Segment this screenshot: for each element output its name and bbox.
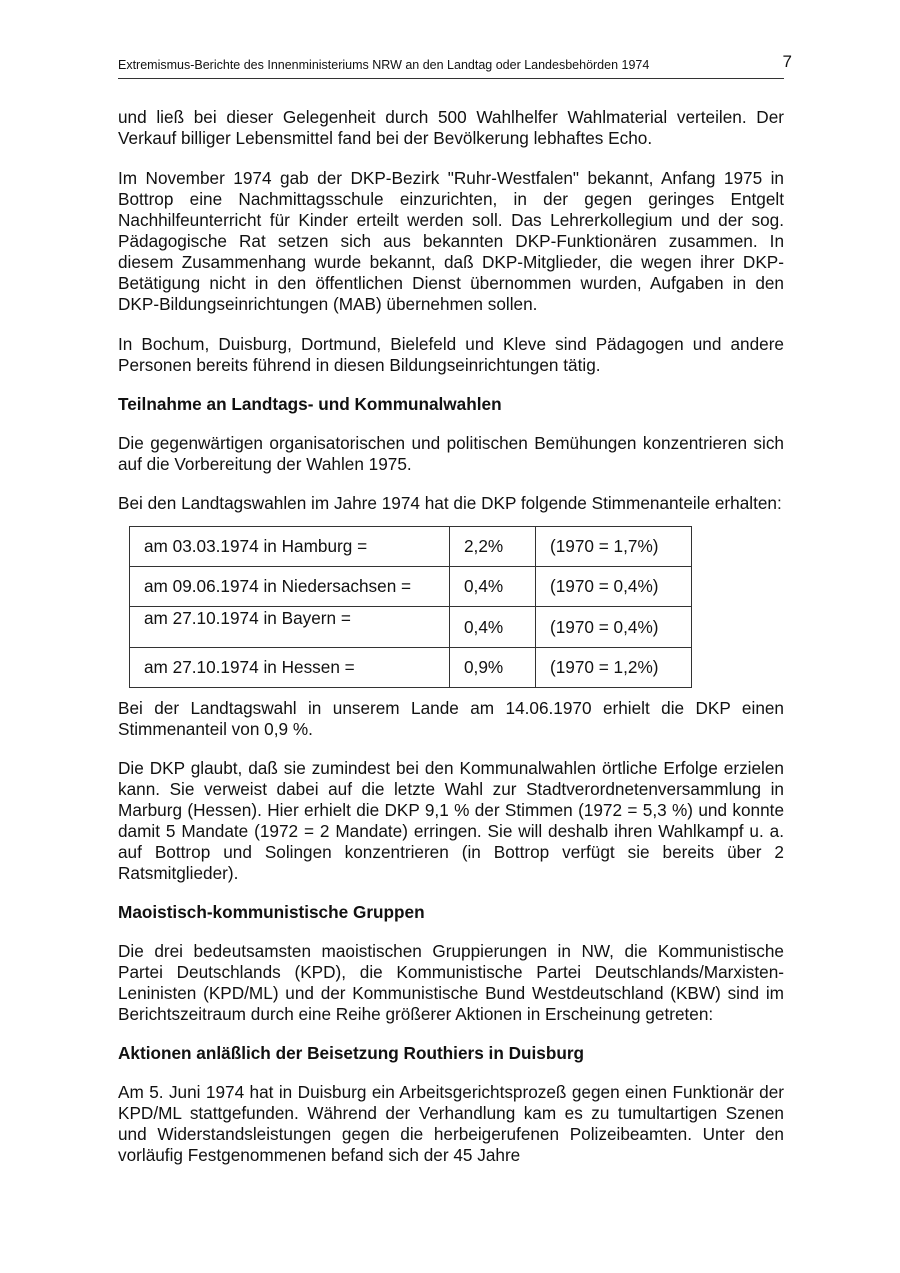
table-cell-compare: (1970 = 0,4%) (536, 607, 692, 648)
election-results-table (129, 526, 692, 688)
table-cell-label: am 27.10.1974 in Hessen = (130, 648, 450, 688)
section-heading: Maoistisch-kommunistische Gruppen (118, 902, 425, 922)
paragraph: Am 5. Juni 1974 hat in Duisburg ein Arbeitsgerichtsprozeß gegen einen Funktionär der KPD/ML stattgefunden. Während der Verhandlung kam es zu tumultartigen Szenen und Widerstandsleistungen gegen die herbeigerufenen Polizeibeamten. Unter den vorläufig Festgenommenen befand sich der 45 Jahre (118, 1082, 784, 1165)
table-cell-compare: (1970 = 1,2%) (536, 648, 692, 688)
table-cell-compare: (1970 = 1,7%) (536, 527, 692, 567)
table-cell-label: am 03.03.1974 in Hamburg = (130, 527, 450, 567)
paragraph: In Bochum, Duisburg, Dortmund, Bielefeld und Kleve sind Pädagogen und andere Personen bereits führend in diesen Bildungseinrichtungen tätig. (118, 334, 784, 375)
table-cell-label: am 27.10.1974 in Bayern = (130, 607, 450, 648)
page-header (118, 52, 792, 79)
table-cell-compare: (1970 = 0,4%) (536, 567, 692, 607)
table-row (130, 527, 692, 567)
paragraph: Im November 1974 gab der DKP-Bezirk "Ruhr-Westfalen" bekannt, Anfang 1975 in Bottrop eine Nachmittagsschule einzurichten, in der gegen geringes Entgelt Nachhilfeunterricht für Kinder erteilt werden soll. Das Lehrerkollegium und der sog. Pädagogische Rat setzen sich aus bekannten DKP-Funktionären zusammen. In diesem Zusammenhang wurde bekannt, daß DKP-Mitglieder, die wegen ihrer DKP-Betätigung nicht in den öffentlichen Dienst übernommen wurden, Aufgaben in den DKP-Bildungseinrichtungen (MAB) übernehmen sollen. (118, 168, 784, 314)
page-number: 7 (782, 52, 792, 71)
paragraph: Die DKP glaubt, daß sie zumindest bei den Kommunalwahlen örtliche Erfolge erzielen kann. Sie verweist dabei auf die letzte Wahl zur Stadtverordnetenversammlung in Marburg (Hessen). Hier erhielt die DKP 9,1 % der Stimmen (1972 = 5,3 %) und konnte damit 5 Mandate (1972 = 2 Mandate) erringen. Sie will deshalb ihren Wahlkampf u. a. auf Bottrop und Solingen konzentrieren (in Bottrop verfügt sie bereits über 2 Ratsmitglieder). (118, 758, 784, 883)
section-heading: Aktionen anläßlich der Beisetzung Routhiers in Duisburg (118, 1043, 585, 1063)
header-title: Extremismus-Berichte des Innenministeriums NRW an den Landtag oder Landesbehörden 1974 (118, 58, 650, 72)
table-cell-share: 0,4% (450, 607, 536, 648)
document-body (118, 107, 784, 1184)
paragraph: und ließ bei dieser Gelegenheit durch 500 Wahlhelfer Wahlmaterial verteilen. Der Verkauf billiger Lebensmittel fand bei der Bevölkerung lebhaftes Echo. (118, 107, 784, 148)
paragraph: Die drei bedeutsamsten maoistischen Gruppierungen in NW, die Kommunistische Partei Deutschlands (KPD), die Kommunistische Partei Deutschlands/Marxisten-Leninisten (KPD/ML) und der Kommunistische Bund Westdeutschland (KBW) sind im Berichtszeitraum durch eine Reihe größerer Aktionen in Erscheinung getreten: (118, 941, 784, 1024)
table-row (130, 567, 692, 607)
paragraph: Die gegenwärtigen organisatorischen und politischen Bemühungen konzentrieren sich auf die Vorbereitung der Wahlen 1975. (118, 433, 784, 474)
paragraph: Bei der Landtagswahl in unserem Lande am 14.06.1970 erhielt die DKP einen Stimmenanteil von 0,9 %. (118, 698, 784, 739)
table-row (130, 607, 692, 648)
table-cell-share: 2,2% (450, 527, 536, 567)
paragraph: Bei den Landtagswahlen im Jahre 1974 hat die DKP folgende Stimmenanteile erhalten: (118, 493, 782, 513)
section-heading: Teilnahme an Landtags- und Kommunalwahlen (118, 394, 502, 414)
table-cell-share: 0,9% (450, 648, 536, 688)
table-cell-label: am 09.06.1974 in Niedersachsen = (130, 567, 450, 607)
table-cell-share: 0,4% (450, 567, 536, 607)
table-row (130, 648, 692, 688)
